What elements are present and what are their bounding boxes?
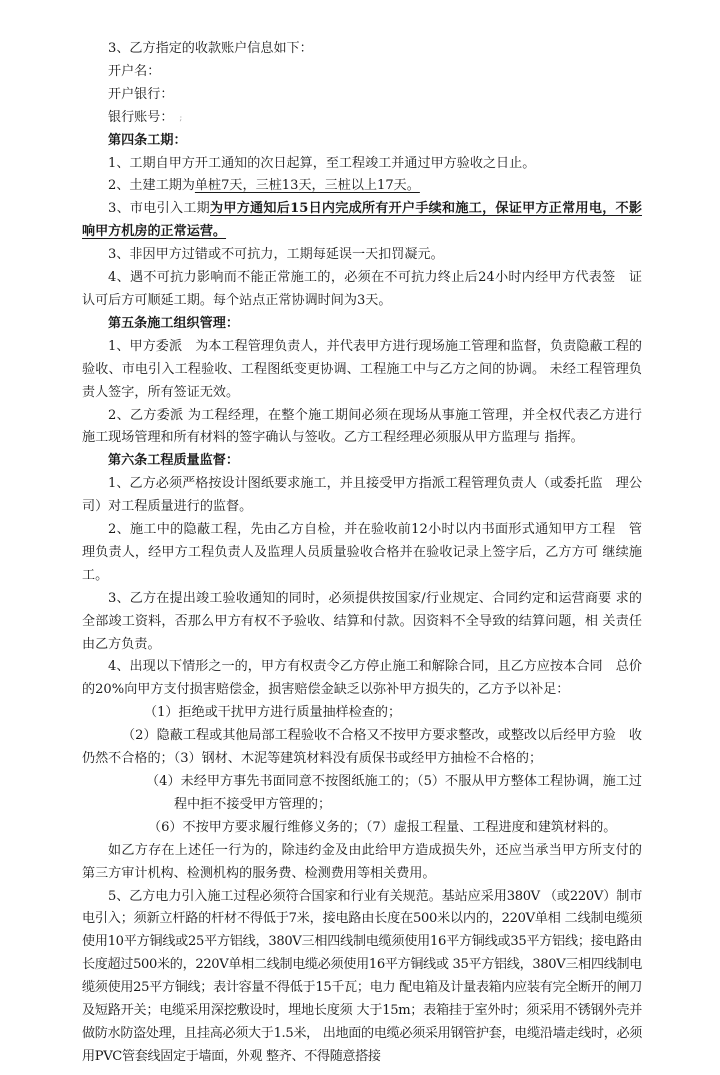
article4-paragraph-2: [82, 175, 642, 198]
article6-paragraph-1: 1、乙方必须严格按设计图纸要求施工，并且接受甲方指派工程管理负责人（或委托监 理公司）对工程质量进行的监督。: [82, 476, 642, 515]
article6-item-4: （6）不按甲方要求履行维修义务的；（7）虚报工程量、工程进度和建筑材料的。: [148, 819, 617, 835]
article6-paragraph-4: 4、出现以下情形之一的，甲方有权责令乙方停止施工和解除合同，且乙方应按本合同 总价的20%向甲方支付损害赔偿金，损害赔偿金缺乏以弥补甲方损失的，乙方予以补足：: [82, 659, 642, 698]
article5-title: 第五条施工组织管理：: [108, 315, 239, 331]
article6-paragraph-2: 2、施工中的隐蔽工程，先由乙方自检，并在验收前12小时以内书面形式通知甲方工程 管理负责人，经甲方工程负责人及监理人员质量验收合格并在验收记录上签字后，乙方方可 继续施工。: [82, 522, 642, 583]
account-number-mark: ;: [179, 112, 183, 122]
article6-title: 第六条工程质量监督：: [108, 453, 239, 469]
article5-paragraph-2: 2、乙方委派 为工程经理，在整个施工期间必须在现场从事施工管理，并全权代表乙方进行施工现场管理和所有材料的签字确认与签收。乙方工程经理必须服从甲方监理与 指挥。: [82, 407, 642, 446]
article4-paragraph-5: 4、遇不可抗力影响而不能正常施工的，必须在不可抗力终止后24小时内经甲方代表签 证认可后方可顺延工期。每个站点正常协调时间为3天。: [82, 270, 642, 308]
article4-paragraph-2-prefix: 2、土建工期为: [108, 178, 195, 194]
article6-item-3: （4）未经甲方事先书面同意不按图纸施工的；（5）不服从甲方整体工程协调，施工过程中拒不接受甲方管理的；: [146, 774, 642, 812]
article4-paragraph-3: [82, 198, 642, 244]
account-name-label: 开户名：: [108, 63, 161, 79]
account-intro: 3、乙方指定的收款账户信息如下：: [108, 41, 313, 56]
account-number-label: 银行账号：: [108, 109, 174, 125]
account-bank-label: 开户银行：: [108, 86, 174, 102]
article4-title: 第四条工期：: [108, 132, 187, 148]
article4-paragraph-2-underlined: 单桩7天，三桩13天，三桩以上17天。: [194, 178, 420, 194]
article6-paragraph-5: 如乙方存在上述任一行为的，除违约金及由此给甲方造成损失外，还应当承当甲方所支付的第三方审计机构、检测机构的服务费、检测费用等相关费用。: [82, 842, 642, 881]
article5-paragraph-1: 1、甲方委派 为本工程管理负责人，并代表甲方进行现场施工管理和监督，负责隐蔽工程的验收、市电引入工程验收、工程图纸变更协调、工程施工中与乙方之间的协调。 未经工程管理负责人签字，所有签证无效。: [82, 338, 642, 400]
article4-paragraph-3-prefix: 3、市电引入工期: [108, 201, 211, 217]
article6-paragraph-6: 5、乙方电力引入施工过程必须符合国家和行业有关规范。基站应采用380V （或220V）制市电引入；须新立杆路的杆材不得低于7米，接电路由长度在500米以内的，220V单相 二线制电缆须使用10平方铜线或25平方铝线，380V三相四线制电缆须使用16平方铜线或35平方铝线；接电路由长度超过500米的，220V单相二线制电缆必须使用16平方铜线或 35平方铝线，380V三相四线制电缆须使用25平方铜线；表计容量不得低于15千瓦；电力 配电箱及计量表箱内应装有完全断开的闸刀及短路开关；电缆采用深挖敷设时，埋地长度须 大于15m；表箱挂于室外时；须采用不锈钢外壳并做防水防盗处理，且挂高必须大于1.5米， 出地面的电缆必须采用钢管护套，电缆沿墙走线时，必须用PVC管套线固定于墙面，外观 整齐、不得随意搭接: [82, 888, 642, 1064]
article6-item-2: （2）隐蔽工程或其他局部工程验收不合格又不按甲方要求整改，或整改以后经甲方验 收仍然不合格的；（3）钢材、木泥等建筑材料没有质保书或经甲方抽检不合格的；: [82, 728, 642, 767]
article4-paragraph-4: 3、非因甲方过错或不可抗力，工期每延误一天扣罚凝元。: [108, 247, 444, 263]
account-number-row: [82, 107, 642, 130]
article6-item-1: （1）拒绝或干扰甲方进行质量抽样检查的；: [144, 705, 402, 721]
article4-paragraph-1: 1、工期自甲方开工通知的次日起算，至工程竣工并通过甲方验收之日止。: [108, 155, 536, 171]
article6-paragraph-3: 3、乙方在提出竣工验收通知的同时，必须提供按国家/行业规定、合同约定和运营商要 求的全部竣工资料，否那么甲方有权不予验收、结算和付款。因资料不全导致的结算问题，相 关责任由乙方负责。: [82, 590, 642, 652]
article4-paragraph-3-bold: 为甲方通知后15日内完成所有开户手续和施工，保证甲方正常用电，不影响甲方机房的正常运营。: [82, 201, 642, 240]
